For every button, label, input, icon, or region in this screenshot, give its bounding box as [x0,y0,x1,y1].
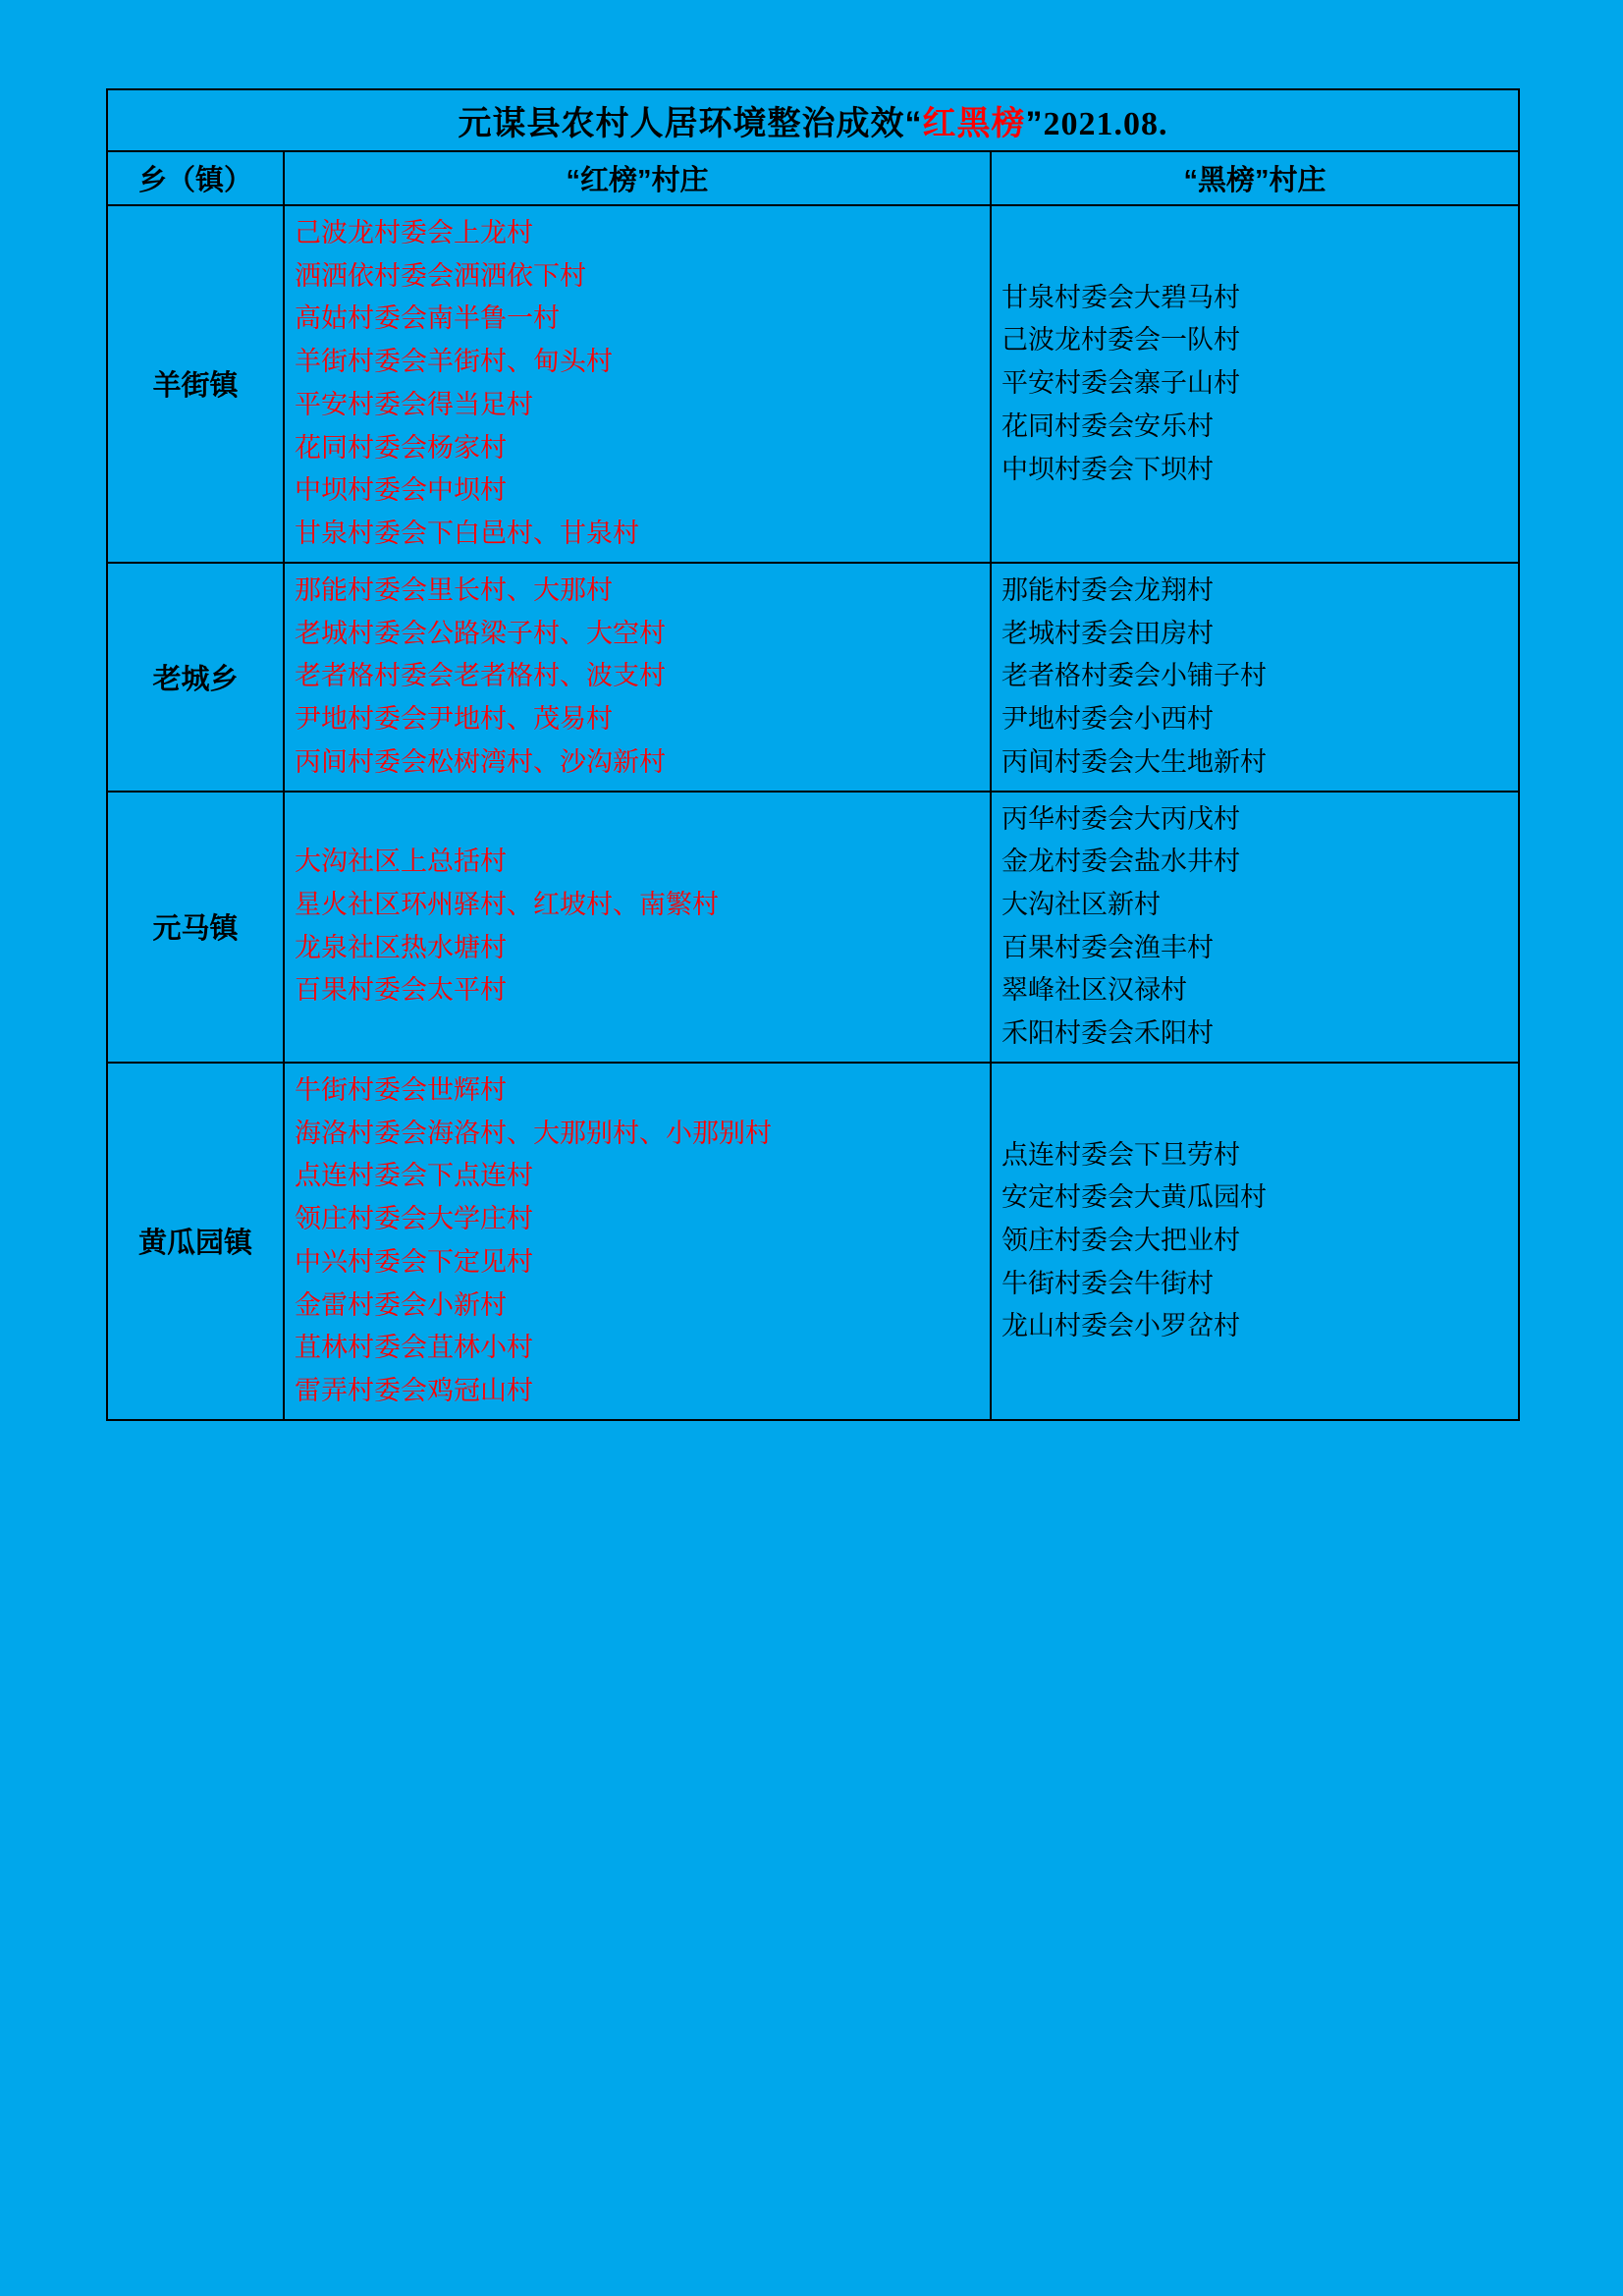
table-body [107,89,1519,1420]
list-item: 苴林村委会苴林小村 [295,1333,533,1363]
list-item: 己波龙村委会一队村 [1001,325,1240,355]
list-item: 翠峰社区汉禄村 [1001,975,1187,1006]
list-item: 老者格村委会老者格村、波支村 [295,661,666,691]
town-name: 元马镇 [107,792,284,1063]
list-item: 禾阳村委会禾阳村 [1001,1018,1214,1049]
list-item: 点连村委会下旦劳村 [1001,1139,1240,1170]
list-item: 老城村委会公路梁子村、大空村 [295,618,666,648]
list-item: 大沟社区新村 [1001,890,1161,920]
document-title [107,89,1519,151]
red-list-cell [284,792,991,1063]
title-date: 2021.08. [1043,106,1168,142]
list-item: 大沟社区上总括村 [295,847,507,877]
list-item: 甘泉村委会大碧马村 [1001,282,1240,312]
list-item: 平安村委会得当足村 [295,389,533,419]
table-row [107,205,1519,563]
title-highlight: 红黑榜 [922,105,1026,142]
list-item: 星火社区环州驿村、红坡村、南繁村 [295,890,719,920]
list-item: 丙间村委会大生地新村 [1001,746,1267,777]
black-list-cell [991,1063,1519,1420]
red-list-cell [284,205,991,563]
list-item: 金雷村委会小新村 [295,1289,507,1320]
red-list-cell [284,1063,991,1420]
list-item: 海洛村委会海洛村、大那别村、小那别村 [295,1118,772,1148]
list-item: 领庄村委会大学庄村 [295,1204,533,1234]
list-item: 丙华村委会大丙戊村 [1001,803,1240,834]
list-item: 羊街村委会羊街村、甸头村 [295,347,613,377]
list-item: 龙泉社区热水塘村 [295,932,507,962]
list-item: 中坝村委会中坝村 [295,475,507,506]
title-prefix: 元谋县农村人居环境整治成效 [458,105,905,142]
list-item: 平安村委会寨子山村 [1001,368,1240,399]
list-item: 丙间村委会松树湾村、沙沟新村 [295,746,666,777]
list-item: 安定村委会大黄瓜园村 [1001,1182,1267,1213]
column-header-town: 乡（镇） [107,151,284,205]
column-header-red-list: “红榜”村庄 [284,151,991,205]
title-quote-close: ” [1025,105,1044,142]
list-item: 老者格村委会小铺子村 [1001,661,1267,691]
list-item: 百果村委会太平村 [295,975,507,1006]
list-item: 牛街村委会牛街村 [1001,1268,1214,1298]
list-item: 甘泉村委会下白邑村、甘泉村 [295,519,639,549]
list-item: 领庄村委会大把业村 [1001,1226,1240,1256]
list-item: 花同村委会杨家村 [295,432,507,463]
list-item: 雷弄村委会鸡冠山村 [295,1376,533,1406]
list-item: 尹地村委会尹地村、茂易村 [295,704,613,735]
list-item: 龙山村委会小罗岔村 [1001,1311,1240,1341]
list-item: 金龙村委会盐水井村 [1001,847,1240,877]
list-item: 点连村委会下点连村 [295,1161,533,1191]
title-quote-open: “ [904,105,923,142]
black-list-cell [991,205,1519,563]
list-item: 老城村委会田房村 [1001,618,1214,648]
list-item: 牛街村委会世辉村 [295,1074,507,1105]
red-black-list-table [106,88,1520,1421]
header-row [107,151,1519,205]
list-item: 高姑村委会南半鲁一村 [295,303,560,334]
list-item: 尹地村委会小西村 [1001,704,1214,735]
town-name: 老城乡 [107,563,284,792]
table-row [107,1063,1519,1420]
town-name: 羊街镇 [107,205,284,563]
list-item: 中兴村委会下定见村 [295,1246,533,1277]
list-item: 中坝村委会下坝村 [1001,454,1214,484]
table-row [107,563,1519,792]
title-row [107,89,1519,151]
table-row [107,792,1519,1063]
list-item: 花同村委会安乐村 [1001,410,1214,441]
list-item: 己波龙村委会上龙村 [295,218,533,247]
black-list-cell [991,563,1519,792]
list-item: 洒洒依村委会洒洒依下村 [295,260,586,291]
town-name: 黄瓜园镇 [107,1063,284,1420]
list-item: 那能村委会龙翔村 [1001,574,1214,605]
black-list-cell [991,792,1519,1063]
red-list-cell [284,563,991,792]
list-item: 百果村委会渔丰村 [1001,932,1214,962]
list-item: 那能村委会里长村、大那村 [295,574,613,605]
column-header-black-list: “黑榜”村庄 [991,151,1519,205]
